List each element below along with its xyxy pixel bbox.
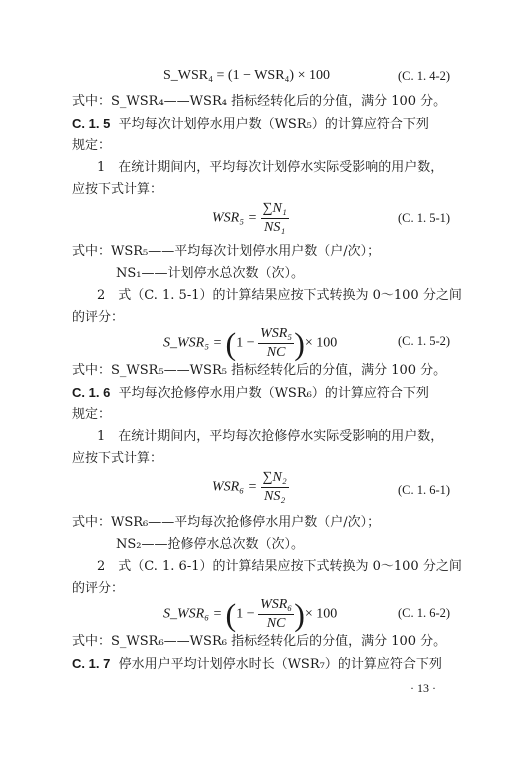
- section-heading-c16: [72, 384, 429, 403]
- equation-number: (C. 1. 5-2): [398, 334, 451, 348]
- fraction: $\frac{\text{∑N₂}}{\text{NS₂}}$: [262, 470, 287, 504]
- section-number: C. 1. 6: [72, 385, 111, 400]
- definition-line: NS₂——抢修停水总次数（次）。: [116, 537, 304, 552]
- definition-line: 式中：S_WSR₆——WSR₆ 指标经转化后的分值，满分 100 分。: [72, 634, 447, 649]
- section-title: 停水用户平均计划停水时长（WSR₇）的计算应符合下列: [118, 657, 442, 672]
- item-text-cont: 应按下式计算：: [72, 182, 164, 197]
- item-text: 2 式（C. 1. 5-1）的计算结果应按下式转换为 0～100 分之间: [97, 288, 462, 303]
- section-title: 平均每次计划停水用户数（WSR₅）的计算应符合下列: [118, 117, 429, 132]
- equation-c151: WSR₅ = $\frac{\text{∑N₁}}{\text{NS₁}}$: [212, 201, 287, 235]
- section-title-cont: 规定：: [72, 407, 112, 422]
- equation-c161: WSR₆ = $\frac{\text{∑N₂}}{\text{NS₂}}$: [212, 470, 287, 504]
- definition-line: NS₁——计划停水总次数（次）。: [116, 266, 304, 281]
- fraction: $\frac{\text{WSR₆}}{NC}$: [260, 597, 293, 631]
- item-text-cont: 的评分：: [72, 310, 125, 325]
- equation-c142: S_WSR₄ = (1 − WSR₄) × 100: [163, 68, 330, 83]
- section-heading-c17: [72, 655, 442, 674]
- section-title: 平均每次抢修停水用户数（WSR₆）的计算应符合下列: [118, 386, 429, 401]
- fraction: $\frac{\text{WSR₅}}{NC}$: [260, 326, 293, 360]
- definition-line: 式中：WSR₆——平均每次抢修停水用户数（户/次）；: [72, 515, 381, 530]
- section-number: C. 1. 5: [72, 116, 111, 131]
- definition-line: 式中：S_WSR₅——WSR₅ 指标经转化后的分值，满分 100 分。: [72, 363, 447, 378]
- equation-number: (C. 1. 5-1): [398, 211, 451, 225]
- equation-c152: S_WSR₅ = (1 − $\frac{\text{WSR₅}}{NC}$ )× 100: [163, 325, 338, 362]
- item-text-cont: 应按下式计算：: [72, 451, 164, 466]
- item-text: 2 式（C. 1. 6-1）的计算结果应按下式转换为 0～100 分之间: [97, 559, 462, 574]
- page-number: · 13 ·: [410, 681, 436, 695]
- item-text-cont: 的评分：: [72, 581, 125, 596]
- definition-line: 式中：S_WSR₄——WSR₄ 指标经转化后的分值，满分 100 分。: [72, 94, 447, 109]
- equation-c162: S_WSR₆ = (1 − $\frac{\text{WSR₆}}{NC}$ )× 100: [163, 596, 338, 633]
- fraction: $\frac{\text{∑N₁}}{\text{NS₁}}$: [262, 201, 287, 235]
- item-text: 1 在统计期间内，平均每次计划停水实际受影响的用户数，: [97, 160, 444, 175]
- item-text: 1 在统计期间内，平均每次抢修停水实际受影响的用户数，: [97, 429, 444, 444]
- definition-line: 式中：WSR₅——平均每次计划停水用户数（户/次）；: [72, 244, 381, 259]
- equation-number: (C. 1. 6-1): [398, 483, 451, 497]
- section-title-cont: 规定：: [72, 138, 112, 153]
- equation-number: (C. 1. 4-2): [398, 69, 451, 83]
- section-heading-c15: [72, 115, 429, 134]
- section-number: C. 1. 7: [72, 656, 111, 671]
- equation-number: (C. 1. 6-2): [398, 606, 451, 620]
